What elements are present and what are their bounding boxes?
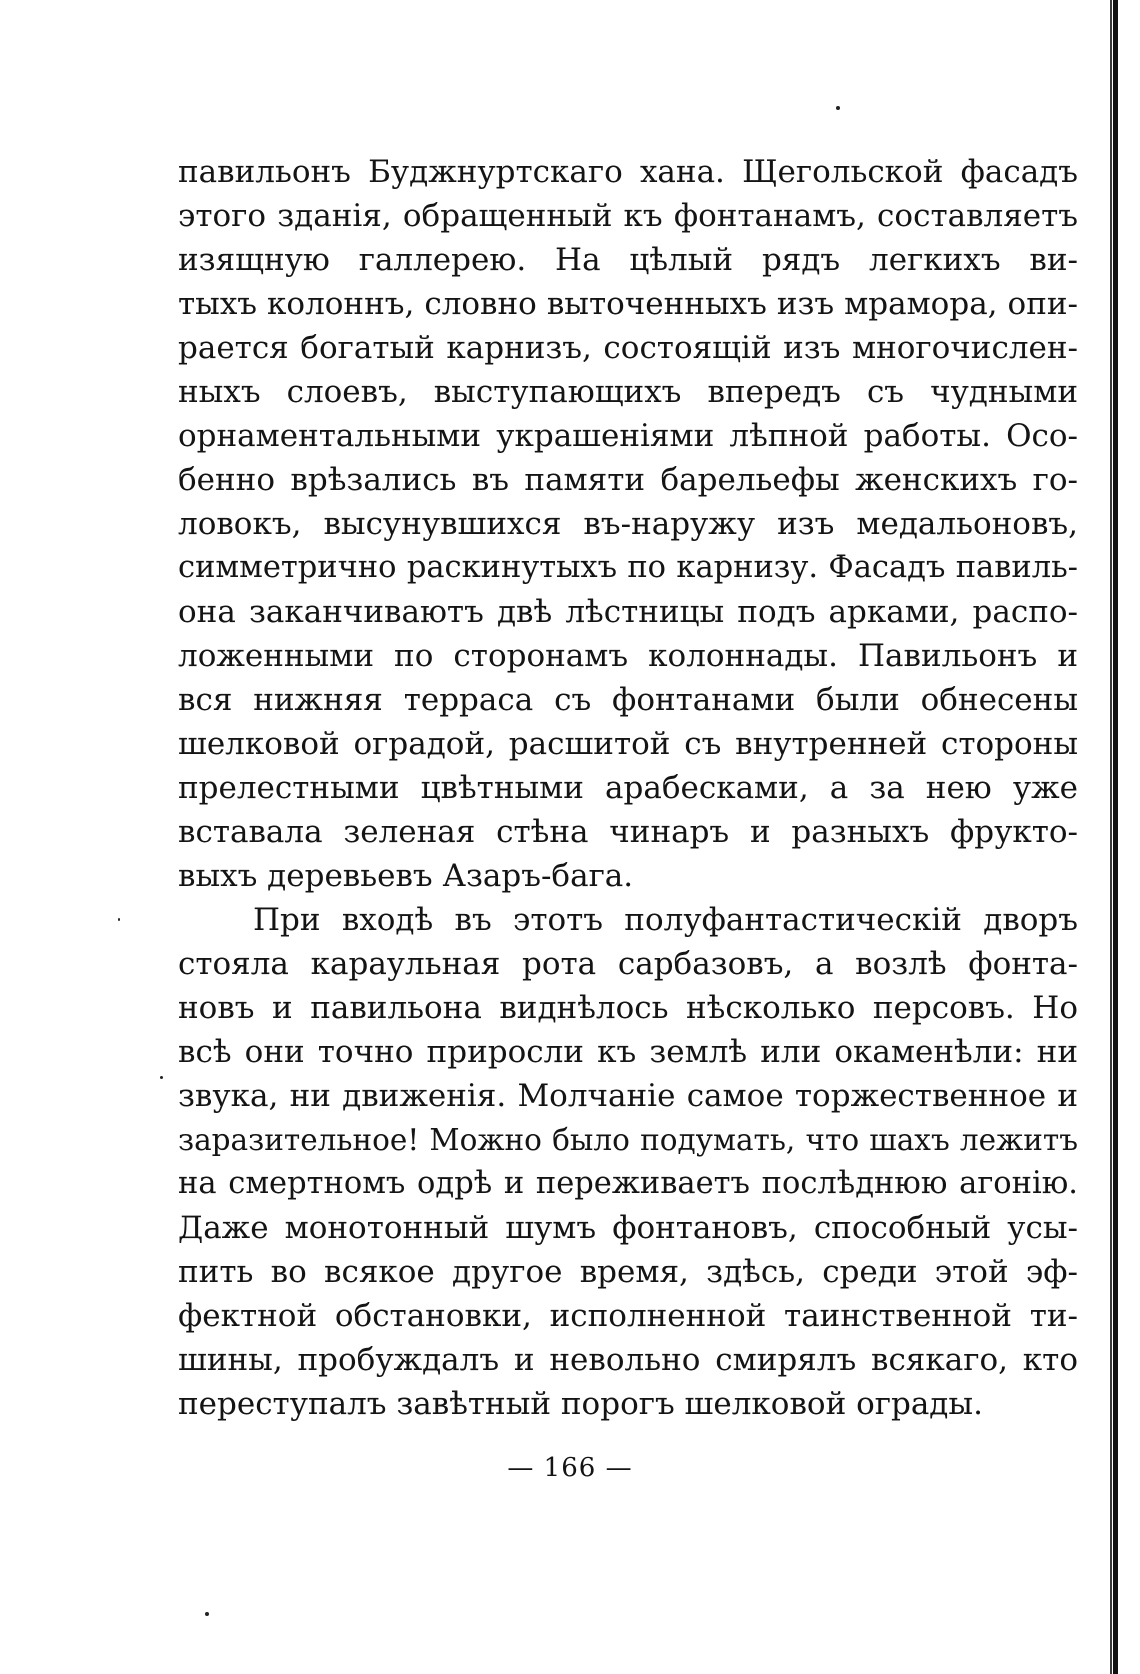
text-line: тыхъ колоннъ, словно выточенныхъ изъ мрамора, опи- — [178, 286, 1078, 322]
text-line: бенно врѣзались въ памяти барельефы женскихъ го- — [178, 462, 1078, 498]
text-line: этого зданія, обращенный къ фонтанамъ, составляетъ — [178, 198, 1078, 234]
text-line: изящную галлерею. На цѣлый рядъ легкихъ ви- — [178, 242, 1078, 278]
text-line: Даже монотонный шумъ фонтановъ, способный усы- — [178, 1210, 1078, 1246]
paragraph — [178, 150, 1078, 898]
scan-speck — [836, 106, 840, 110]
text-line: заразительное! Можно было подумать, что шахъ лежитъ — [178, 1123, 1078, 1157]
page-body — [178, 150, 1078, 1426]
text-line: всѣ они точно приросли къ землѣ или окаменѣли: ни — [178, 1034, 1078, 1070]
text-line: на смертномъ одрѣ и переживаетъ послѣднюю агонію. — [178, 1166, 1078, 1201]
text-line: пить во всякое другое время, здѣсь, среди этой эф- — [178, 1254, 1078, 1290]
text-line: ложенными по сторонамъ колоннады. Павильонъ и — [178, 638, 1078, 674]
text-line: прелестными цвѣтными арабесками, а за нею уже — [178, 770, 1078, 806]
text-line: симметрично раскинутыхъ по карнизу. Фасадъ павиль- — [178, 550, 1078, 585]
text-line: ныхъ слоевъ, выступающихъ впередъ съ чудными — [178, 374, 1078, 410]
text-line: переступалъ завѣтный порогъ шелковой ограды. — [178, 1386, 983, 1422]
scan-speck — [118, 918, 120, 921]
scan-edge-shadow — [1110, 0, 1112, 1674]
text-line: вся нижняя терраса съ фонтанами были обнесены — [178, 682, 1078, 718]
text-line: она заканчиваютъ двѣ лѣстницы подъ арками, распо- — [178, 594, 1078, 630]
text-line: стояла караульная рота сарбазовъ, а возлѣ фонта- — [178, 946, 1078, 982]
text-line: новъ и павильона виднѣлось нѣсколько персовъ. Но — [178, 990, 1078, 1026]
text-line: павильонъ Буджнуртскаго хана. Щегольской фасадъ — [178, 154, 1078, 190]
text-line: фектной обстановки, исполненной таинственной ти- — [178, 1298, 1078, 1334]
scan-edge — [1113, 0, 1118, 1674]
text-line: выхъ деревьевъ Азаръ-бага. — [178, 858, 634, 894]
scan-speck — [160, 1076, 163, 1079]
text-line: шелковой оградой, расшитой съ внутренней стороны — [178, 726, 1078, 762]
text-line: рается богатый карнизъ, состоящій изъ многочислен- — [178, 330, 1078, 366]
scan-speck — [205, 1612, 209, 1616]
text-line: звука, ни движенія. Молчаніе самое торжественное и — [178, 1078, 1078, 1114]
text-line: орнаментальными украшеніями лѣпной работы. Осо- — [178, 418, 1078, 454]
text-line: ловокъ, высунувшихся въ-наружу изъ медальоновъ, — [178, 506, 1078, 542]
text-line: При входѣ въ этотъ полуфантастическій дворъ — [253, 902, 1078, 938]
text-line: шины, пробуждалъ и невольно смирялъ всякаго, кто — [178, 1342, 1078, 1378]
paragraph — [178, 898, 1078, 1426]
text-line: вставала зеленая стѣна чинаръ и разныхъ фрукто- — [178, 814, 1078, 850]
page-number: — 166 — — [507, 1453, 633, 1483]
